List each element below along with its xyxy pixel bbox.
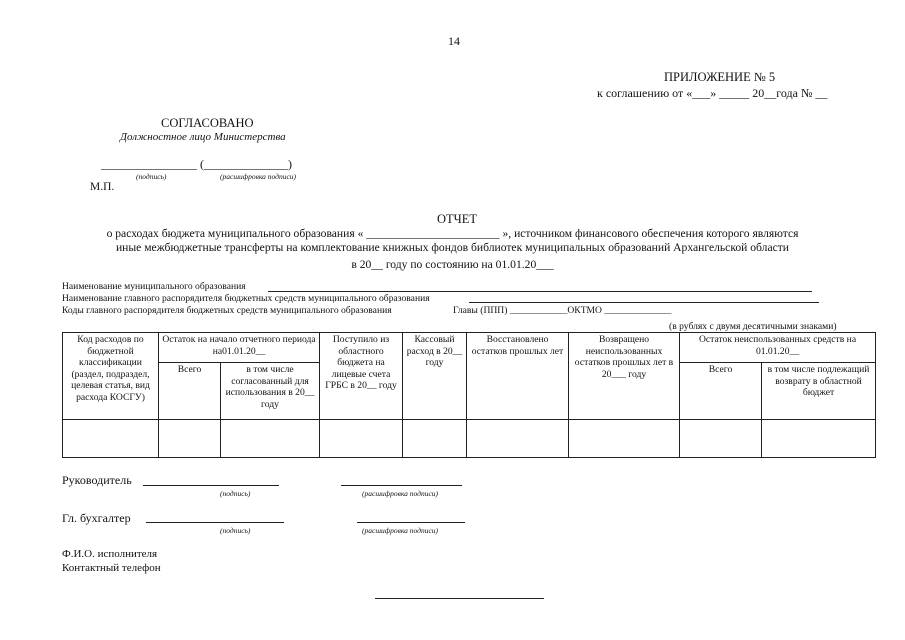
approval-sign-caption: (подпись) [136,172,167,181]
table-cell[interactable] [221,420,320,458]
header-returned: Возвращено неиспользованных остатков прошлых лет в 20___ году [569,333,680,420]
table-cell[interactable] [63,420,159,458]
field-glava-oktmo: Главы (ППП) ____________ОКТМО ______________ [453,305,672,316]
field-municipality-line [268,291,812,292]
field-main-manager: Наименование главного распорядителя бюджетных средств муниципального образования [62,293,430,304]
table-cell[interactable] [467,420,569,458]
field-municipality: Наименование муниципального образования [62,281,246,292]
appendix-subtitle: к соглашению от «___» _____ 20__года № __ [597,86,828,100]
head-decode-line [341,485,462,486]
table-row [63,420,876,458]
header-restored: Восстановлено остатков прошлых лет [467,333,569,420]
header-start-agreed: в том числе согласованный для использования в 20__ году [221,363,320,420]
report-line-1: о расходах бюджета муниципального образования « _______________________ », источником финансового обеспечения которого являются [106,227,799,240]
table-cell[interactable] [762,420,876,458]
report-line-2: иные межбюджетные трансферты на комплектование книжных фондов библиотек муниципальных образований Архангельской области [115,241,790,254]
appendix-title: ПРИЛОЖЕНИЕ № 5 [664,70,776,84]
approval-heading: СОГЛАСОВАНО [161,116,254,130]
expenses-table [62,332,876,458]
head-decode-caption: (расшифровка подписи) [362,489,439,498]
table-cell[interactable] [403,420,467,458]
accountant-decode-caption: (расшифровка подписи) [362,526,439,535]
header-received: Поступило из областного бюджета на лицевые счета ГРБС в 20__ году [320,333,403,420]
approval-signature-line: ________________ (______________) [101,157,292,171]
page-number: 14 [448,34,460,48]
field-main-manager-line [469,302,819,303]
header-unused-balance: Остаток неиспользованных средств на 01.01.20__ [680,333,876,363]
header-unused-return: в том числе подлежащий возврату в областной бюджет [762,363,876,420]
units-note: (в рублях с двумя десятичными знаками) [669,321,837,332]
accountant-sign-line [146,522,284,523]
header-start-total: Всего [159,363,221,420]
accountant-decode-line [357,522,465,523]
approval-decode-caption: (расшифровка подписи) [220,172,297,181]
head-sign-line [143,485,279,486]
executor-label: Ф.И.О. исполнителя [62,548,158,560]
stamp-label: М.П. [90,181,115,193]
table-cell[interactable] [320,420,403,458]
report-title: ОТЧЕТ [437,212,478,226]
head-label: Руководитель [62,473,132,487]
header-code: Код расходов по бюджетной классификации (раздел, подраздел, целевая статья, вид расхода КОСГУ) [63,333,159,420]
bottom-divider [375,598,544,599]
report-line-3: в 20__ году по состоянию на 01.01.20___ [351,258,554,271]
accountant-label: Гл. бухгалтер [62,511,131,525]
header-unused-total: Всего [680,363,762,420]
phone-label: Контактный телефон [62,562,161,574]
table-cell[interactable] [569,420,680,458]
table-cell[interactable] [680,420,762,458]
head-sign-caption: (подпись) [220,489,251,498]
table-cell[interactable] [159,420,221,458]
header-start-balance: Остаток на начало отчетного периода на01.01.20__ [159,333,320,363]
header-cash-expense: Кассовый расход в 20__ году [403,333,467,420]
approval-official: Должностное лицо Министерства [120,131,286,143]
field-codes: Коды главного распорядителя бюджетных средств муниципального образования [62,305,392,316]
accountant-sign-caption: (подпись) [220,526,251,535]
